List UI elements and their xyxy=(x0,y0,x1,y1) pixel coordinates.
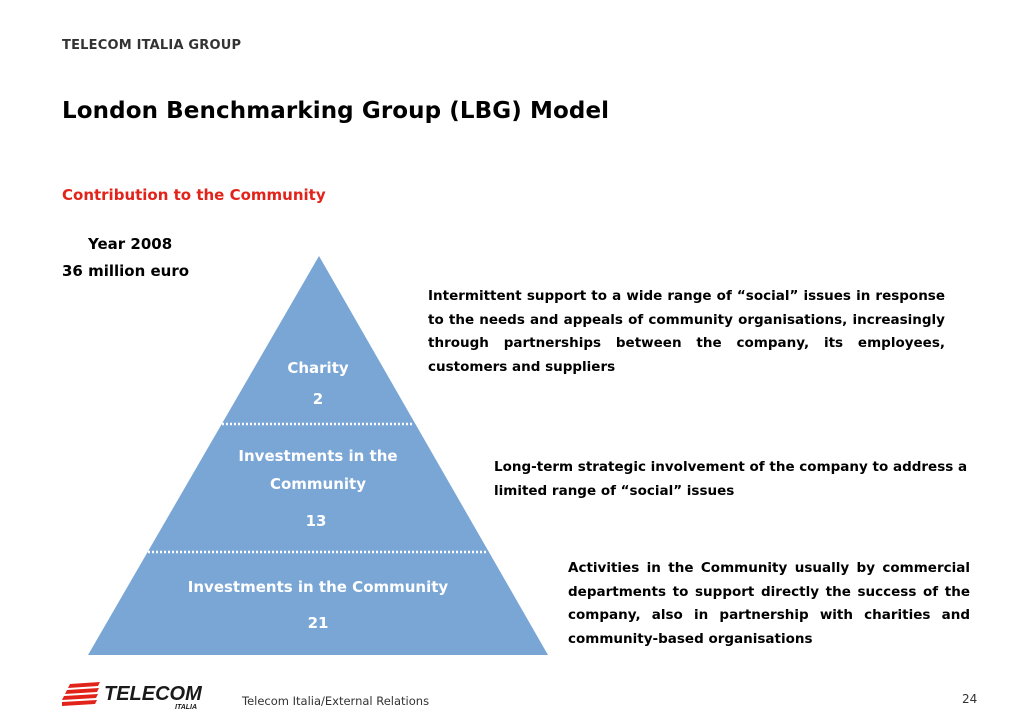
charity-label: Charity xyxy=(287,359,349,377)
group-name: TELECOM ITALIA GROUP xyxy=(62,38,242,53)
community-investments-value: 21 xyxy=(307,614,329,632)
investments-label-line2: Community xyxy=(269,475,367,493)
charity-value: 2 xyxy=(312,390,324,408)
investments-description: Long-term strategic involvement of the company to address a limited range of “social” issues xyxy=(494,459,968,499)
charity-description: Intermittent support to a wide range of “social” issues in response to the needs and appeals of community organisations, increasingly through partnerships between the company, its employees, customers and suppliers xyxy=(428,288,945,375)
commercial-description: Activities in the Community usually by commercial departments to support directly the success of the company, also in partnership with charities and community-based organisations xyxy=(568,560,970,647)
investments-label-line1: Investments in the xyxy=(238,447,398,465)
year-label: Year 2008 xyxy=(88,235,173,253)
logo-text: TELECOM xyxy=(104,683,202,705)
page-number: 24 xyxy=(962,692,978,706)
community-investments-label: Investments in the Community xyxy=(187,578,449,596)
investments-value: 13 xyxy=(305,512,327,530)
logo-stripes-icon xyxy=(62,682,100,706)
logo-subtext: ITALIA xyxy=(175,704,198,710)
footer-text: Telecom Italia/External Relations xyxy=(242,694,430,708)
slide-subtitle: Contribution to the Community xyxy=(62,186,326,204)
telecom-italia-logo xyxy=(62,680,212,710)
slide-title: London Benchmarking Group (LBG) Model xyxy=(62,98,610,124)
total-amount: 36 million euro xyxy=(62,262,190,280)
